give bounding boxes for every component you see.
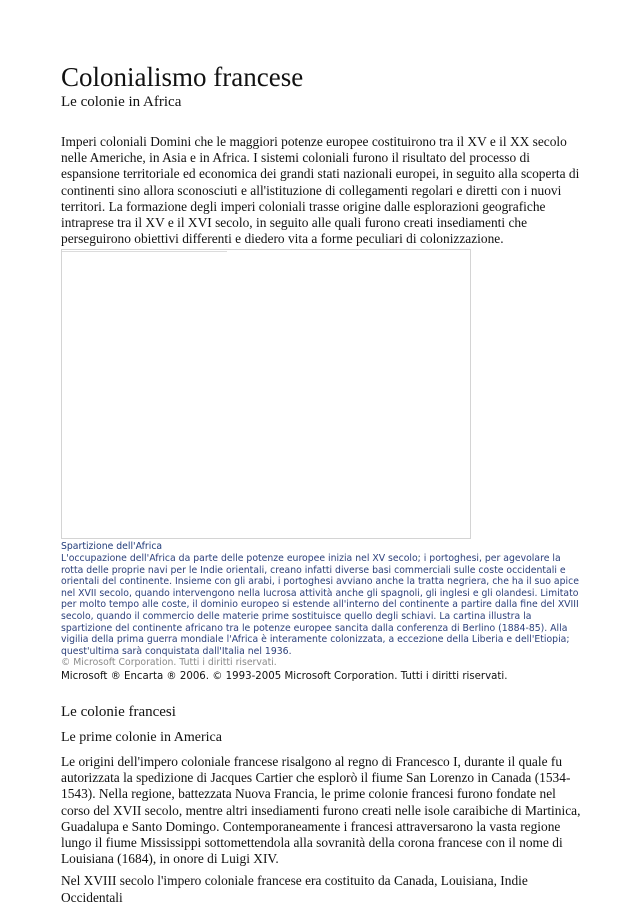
page-subtitle: Le colonie in Africa (61, 94, 182, 110)
caption-title: Spartizione dell'Africa (61, 541, 163, 553)
page-title: Colonialismo francese (61, 62, 304, 92)
map-image-placeholder (61, 249, 471, 539)
intro-paragraph: Imperi coloniali Domini che le maggiori potenze europee costituirono tra il XV e il XX secolo nelle Americhe, in Asia e in Africa. I sistemi coloniali furono il risultato del processo di espansione territoriale ed economica dei grandi stati nazionali europei, in seguito alla scoperta di continenti sino allora sconosciuti e all'istituzione di collegamenti regolari e diretti con i nuovi territori. La formazione degli imperi coloniali trasse origine dalle esplorazioni geografiche intraprese tra il XV e il XVI secolo, in seguito alle quali furono creati insediamenti che perseguirono obiettivi differenti e diedero vita a forme peculiari di colonizzazione. (61, 134, 580, 247)
document-page (61, 62, 581, 906)
figure-source: Microsoft ® Encarta ® 2006. © 1993-2005 Microsoft Corporation. Tutti i diritti riservati. (61, 670, 508, 682)
body-paragraph: Le origini dell'impero coloniale francese risalgono al regno di Francesco I, durante il quale fu autorizzata la spedizione di Jacques Cartier che esplorò il fiume San Lorenzo in Canada (1534-1543). Nella regione, battezzata Nuova Francia, le prime colonie francesi furono fondate nel corso del XVII secolo, mentre altri insediamenti furono creati nelle isole caraibiche di Martinica, Guadalupa e Santo Domingo. Contemporaneamente i francesi attraversarono la vasta regione lungo il fiume Mississippi sottomettendola alla sovranità della corona francese con il nome di Louisiana (1684), in onore di Luigi XIV. (61, 753, 581, 867)
subsection-heading: Le prime colonie in America (61, 729, 222, 745)
figure-caption (61, 541, 581, 669)
caption-text: L'occupazione dell'Africa da parte delle potenze europee inizia nel XV secolo; i portoghesi, per agevolare la rotta delle proprie navi per le Indie orientali, creano infatti diverse basi commerciali sulle coste occidentali e orientali del continente. Insieme con gli arabi, i portoghesi avviano anche la tratta negriera, che ha il suo apice nel XVII secolo, quando intervengono nella lucrosa attività anche gli spagnoli, gli inglesi e gli olandesi. Limitato per molto tempo alle coste, il dominio europeo si estende all'interno del continente a partire dalla fine del XVIII secolo, quando il commercio delle materie prime sostituisce quello degli schiavi. La cartina illustra la spartizione del continente africano tra le potenze europee sancita dalla conferenza di Berlino (1884-85). Alla vigilia della prima guerra mondiale l'Africa è interamente colonizzata, a eccezione della Liberia e dell'Etiopia; quest'ultima sarà conquistata dall'Italia nel 1936. (61, 553, 579, 657)
section-heading: Le colonie francesi (61, 703, 176, 720)
caption-copyright: © Microsoft Corporation. Tutti i diritti riservati. (61, 657, 277, 669)
body-paragraph: Nel XVIII secolo l'impero coloniale francese era costituito da Canada, Louisiana, Indie Occidentali (61, 873, 528, 905)
image-loading-line (62, 251, 227, 252)
